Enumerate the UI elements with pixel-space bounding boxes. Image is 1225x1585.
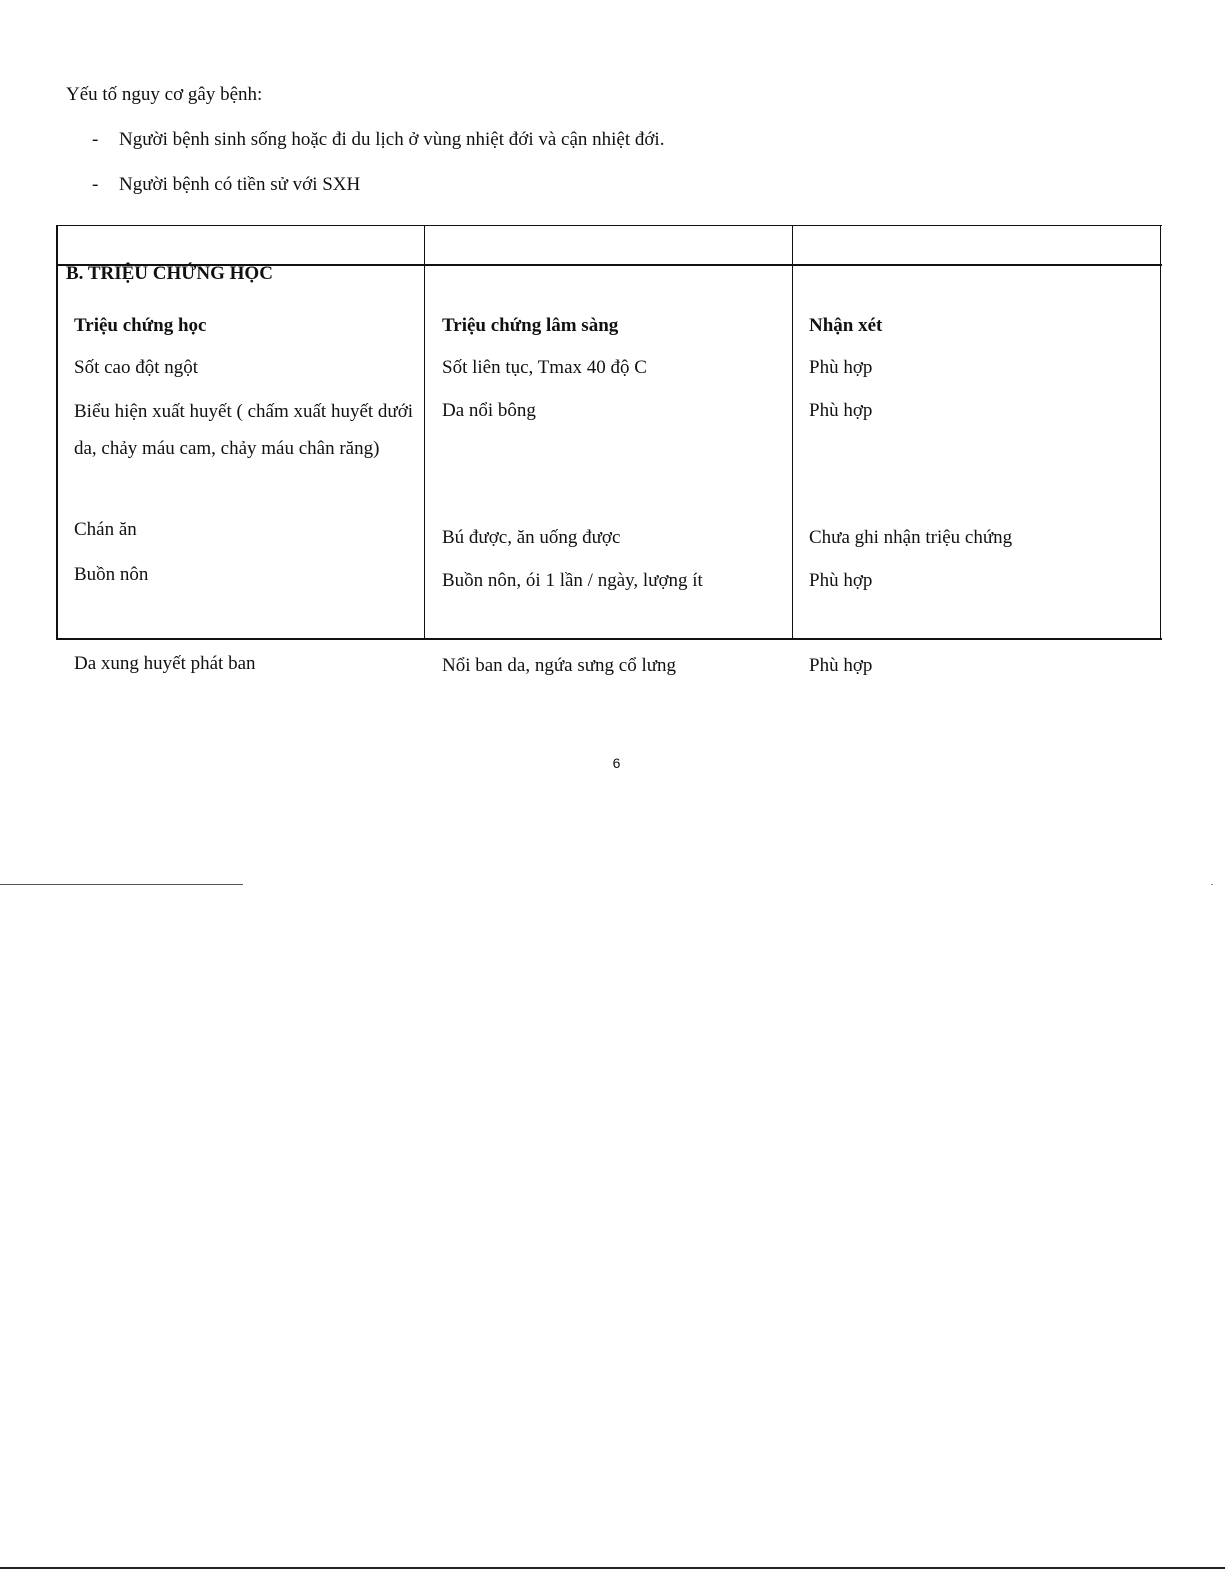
risk-factor-item: Người bệnh có tiền sử với SXH [119,174,361,195]
table-cell: Phù hợp [809,357,873,378]
column-header-clinical-symptoms: Triệu chứng lâm sàng [442,315,619,336]
table-cell: Phù hợp [809,400,873,421]
table-cell: Sốt liên tục, Tmax 40 độ C [442,357,647,378]
table-cell: Phù hợp [809,655,873,676]
table-border-top [56,225,1162,226]
table-cell: Bú được, ăn uống được [442,527,621,548]
table-column-divider [424,225,425,640]
risk-factor-item: Người bệnh sinh sống hoặc đi du lịch ở vùng nhiệt đới và cận nhiệt đới. [119,129,665,150]
bullet-dash: - [92,129,99,150]
table-border-right [1160,225,1161,640]
table-cell: Chưa ghi nhận triệu chứng [809,527,1013,548]
page-bottom-rule [0,1567,1225,1569]
table-border-left [56,225,58,640]
table-cell: Biểu hiện xuất huyết ( chấm xuất huyết dưới da, chảy máu cam, chảy máu chân răng) [74,401,414,459]
table-border-bottom [56,638,1162,640]
margin-mark [1211,884,1213,885]
risk-factors-heading: Yếu tố nguy cơ gây bệnh: [66,84,263,105]
table-cell: Buồn nôn [74,564,149,585]
table-cell: Buồn nôn, ói 1 lần / ngày, lượng ít [442,570,703,591]
table-column-divider [792,225,793,640]
footnote-separator [0,884,243,885]
table-cell: Da xung huyết phát ban [74,653,256,674]
bullet-dash: - [92,174,99,195]
table-cell: Chán ăn [74,519,137,540]
section-title: B. TRIỆU CHỨNG HỌC [66,263,273,284]
table-cell: Phù hợp [809,570,873,591]
column-header-symptomatology: Triệu chứng học [74,315,207,336]
table-cell: Nổi ban da, ngứa sưng cổ lưng [442,655,677,676]
table-cell: Da nổi bông [442,400,536,421]
table-cell: Sốt cao đột ngột [74,357,199,378]
page-number: 6 [612,755,621,771]
column-header-remarks: Nhận xét [809,315,883,336]
